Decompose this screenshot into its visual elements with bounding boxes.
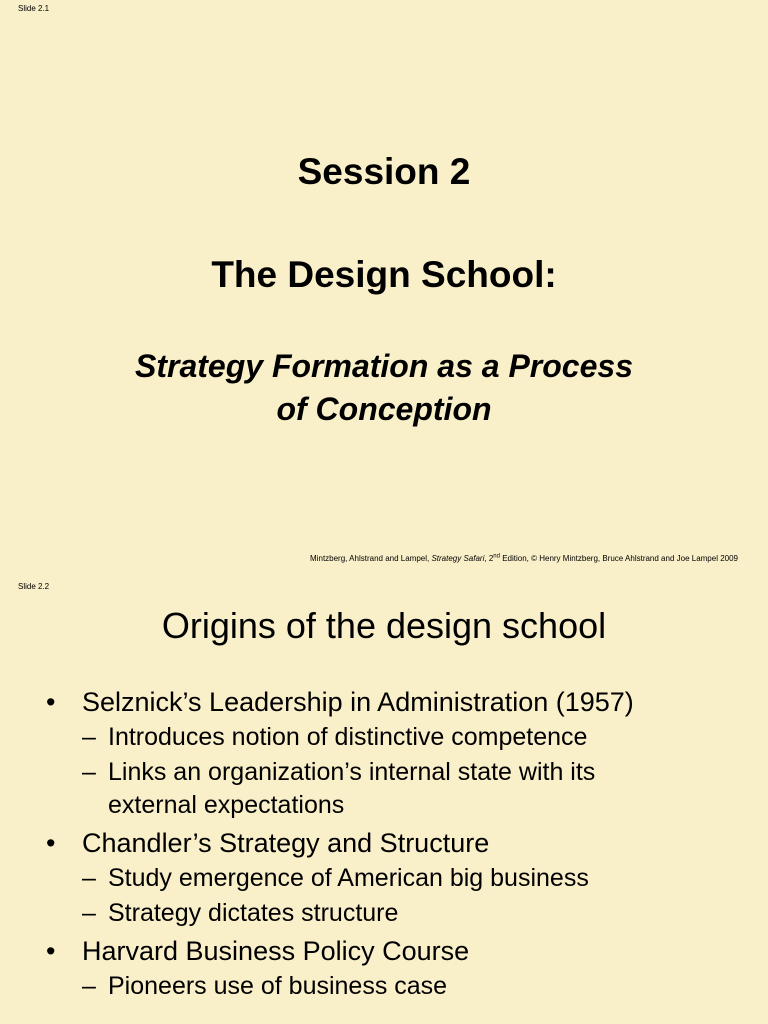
- session-title: Session 2: [297, 151, 471, 192]
- sub-bullet-text: Strategy dictates structure: [108, 899, 399, 927]
- subtitle-line-1: Strategy Formation as a Process: [135, 348, 633, 384]
- sub-bullet-item: [82, 897, 668, 930]
- sub-bullet-text: Links an organization’s internal state with its external expectations: [108, 758, 596, 819]
- sub-bullet-text: Study emergence of American big business: [108, 864, 589, 892]
- dash-marker: –: [82, 723, 96, 751]
- footer-book-title: Strategy Safari: [431, 554, 485, 563]
- slide-subtitle: [0, 345, 768, 431]
- dash-marker: –: [82, 864, 96, 892]
- dash-marker: –: [82, 899, 96, 927]
- sub-bullet-list: [82, 862, 768, 930]
- bullet-item: [0, 934, 768, 1003]
- bullet-text: Harvard Business Policy Course: [82, 936, 470, 966]
- bullet-item: [0, 826, 768, 930]
- sub-bullet-list: [82, 970, 768, 1003]
- footer-copyright: Edition, © Henry Mintzberg, Bruce Ahlstrand and Joe Lampel 2009: [499, 554, 738, 563]
- dash-marker: –: [82, 972, 96, 1000]
- sub-bullet-text: Introduces notion of distinctive competence: [108, 723, 588, 751]
- bullet-marker: •: [46, 828, 56, 858]
- slide-title: Origins of the design school: [161, 605, 607, 646]
- bullet-text: Selznick’s Leadership in Administration (1957): [82, 687, 634, 717]
- slide-number: Slide 2.2: [18, 582, 50, 591]
- footer-edition-suffix: nd: [493, 553, 500, 560]
- sub-bullet-item: [82, 756, 668, 822]
- sub-bullet-item: [82, 862, 668, 895]
- subtitle-line-2: of Conception: [276, 391, 492, 427]
- sub-bullet-item: [82, 721, 668, 754]
- footer-edition-number: , 2: [484, 554, 494, 563]
- slide-2-2: [0, 575, 768, 1024]
- slide-number: Slide 2.1: [18, 4, 50, 13]
- slide-title: The Design School:: [211, 254, 557, 295]
- bullet-list: [0, 685, 768, 1007]
- bullet-text: Chandler’s Strategy and Structure: [82, 828, 490, 858]
- bullet-item: [0, 685, 768, 822]
- sub-bullet-list: [82, 721, 768, 822]
- copyright-footer: [310, 554, 738, 564]
- dash-marker: –: [82, 758, 96, 786]
- bullet-marker: •: [46, 687, 56, 717]
- bullet-marker: •: [46, 936, 56, 966]
- footer-authors: Mintzberg, Ahlstrand and Lampel,: [310, 554, 432, 563]
- sub-bullet-text: Pioneers use of business case: [108, 972, 448, 1000]
- sub-bullet-item: [82, 970, 668, 1003]
